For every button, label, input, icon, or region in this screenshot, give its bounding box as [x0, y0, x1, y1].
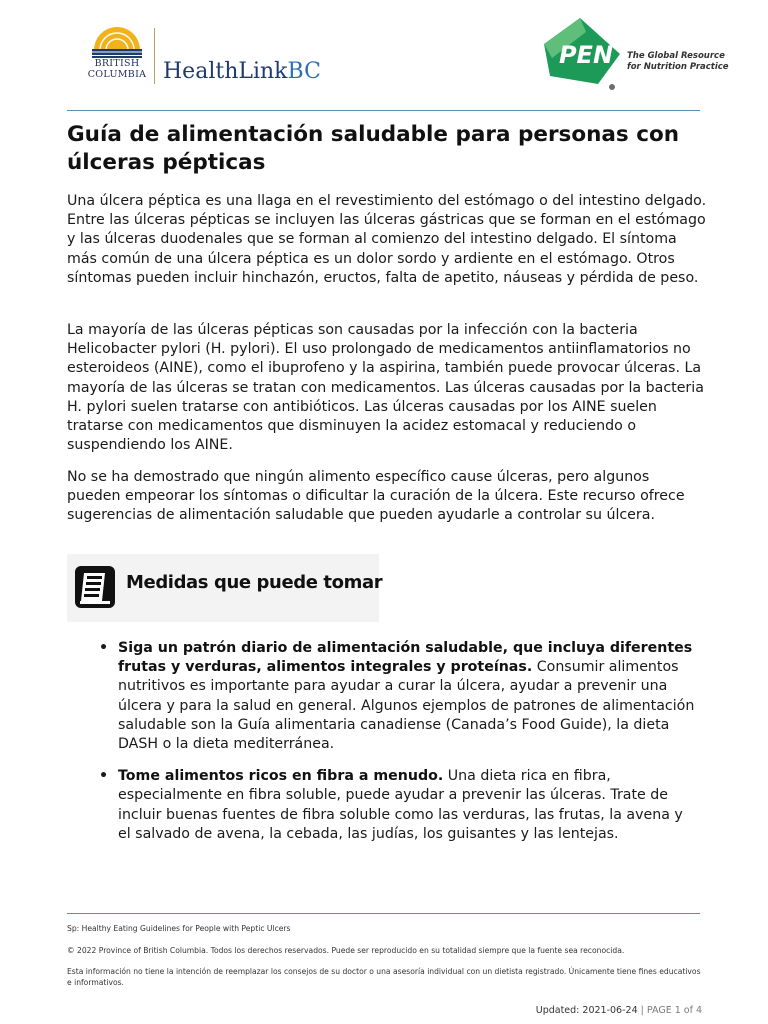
- recommendation-item: [96, 639, 696, 754]
- recommendation-heading: Tome alimentos ricos en fibra a menudo.: [118, 768, 444, 785]
- footer-document-name: Sp: Healthy Eating Guidelines for People with Peptic Ulcers: [67, 924, 291, 933]
- footer-divider: [67, 913, 700, 914]
- document-header: [0, 0, 768, 110]
- page-footer-info: [536, 1005, 702, 1016]
- pen-tagline-line2: for Nutrition Practice: [627, 62, 729, 72]
- bc-logo-text: [82, 58, 152, 80]
- healthlinkbc-logo: [163, 59, 321, 84]
- pen-tagline: [627, 51, 729, 73]
- document-title: Guía de alimentación saludable para personas con úlceras pépticas: [67, 122, 680, 175]
- bc-logo-line1: BRITISH: [94, 58, 140, 69]
- measures-section-banner: [67, 554, 383, 622]
- updated-date: 2021-06-24: [582, 1005, 638, 1016]
- footer-disclaimer: Esta información no tiene la intención de reemplazar los consejos de su doctor o una asesoría individual con un dietista registrado. Únicamente tiene fines educativos e informativos.: [67, 967, 701, 987]
- recommendations-list: [96, 639, 696, 857]
- bullet-dot: •: [99, 768, 109, 785]
- bc-sun-logo-icon: [90, 26, 144, 58]
- resource-paragraph: No se ha demostrado que ningún alimento específico cause úlceras, pero algunos pueden empeorar los síntomas o dificultar la curación de la úlcera. Este recurso ofrece sugerencias de alimentación saludable que pueden ayudarle a controlar su úlcera.: [67, 469, 685, 524]
- bc-logo-line2: COLUMBIA: [87, 69, 147, 80]
- pen-logo-icon: [540, 14, 630, 94]
- causes-paragraph: La mayoría de las úlceras pépticas son causadas por la infección con la bacteria Helicobacter pylori (H. pylori). El uso prolongado de medicamentos antiinflamatorios no esteroideos (AINE), como el ibuprofeno y la aspirina, también puede provocar úlceras. La mayoría de las úlceras se tratan con medicamentos. Las úlceras causadas por la bacteria H. pylori suelen tratarse con antibióticos. Las úlceras causadas por los AINE suelen tratarse con medicamentos que disminuyen la acidez estomacal y reduciendo o suspendiendo los AINE.: [67, 322, 704, 454]
- header-divider: [67, 110, 700, 111]
- bullet-dot: •: [99, 640, 109, 656]
- clipboard-list-icon: [72, 563, 118, 611]
- intro-paragraph: Una úlcera péptica es una llaga en el revestimiento del estómago o del intestino delgado. Entre las úlceras pépticas se incluyen las úlceras gástricas que se forman en el estómago y las úlceras duodenales que se forman al comienzo del intestino delgado. El síntoma más común de una úlcera péptica es un dolor sordo y ardiente en el estómago. Otros síntomas pueden incluir hinchazón, eructos, falta de apetito, náuseas y pérdida de peso.: [67, 193, 707, 286]
- healthlink-bc-suffix: BC: [287, 59, 321, 84]
- recommendation-text: Consumir alimentos nutritivos es importante para ayudar a curar la úlcera, ayudar a prevenir una úlcera y para la salud en general. Algunos ejemplos de patrones de alimentación saludable son la Guía alimentaria canadiense (Canada’s Food Guide), la dieta DASH o la dieta mediterránea.: [118, 659, 695, 753]
- measures-section-label: Medidas que puede tomar: [126, 572, 383, 593]
- healthlink-wordmark: HealthLink: [163, 59, 288, 84]
- page-number: | PAGE 1 of 4: [640, 1005, 702, 1016]
- recommendation-item: [96, 767, 696, 844]
- pen-tagline-line1: The Global Resource: [627, 51, 725, 61]
- footer-copyright: © 2022 Province of British Columbia. Todos los derechos reservados. Puede ser reproducido en su totalidad siempre que la fuente sea reconocida.: [67, 946, 625, 955]
- british-columbia-logo: [82, 24, 152, 86]
- recommendation-heading: Siga un patrón diario de alimentación saludable, que incluya diferentes frutas y verduras, alimentos integrales y proteínas.: [118, 640, 693, 676]
- logo-divider: [154, 28, 155, 84]
- updated-label: Updated:: [535, 1005, 580, 1016]
- recommendation-text: Una dieta rica en fibra, especialmente en fibra soluble, puede ayudar a prevenir las úlceras. Trate de incluir buenas fuentes de fibra soluble como las verduras, las frutas, la avena y el salvado de avena, la cebada, las judías, los guisantes y las lentejas.: [118, 768, 683, 842]
- pen-logo-text: PEN: [558, 41, 614, 69]
